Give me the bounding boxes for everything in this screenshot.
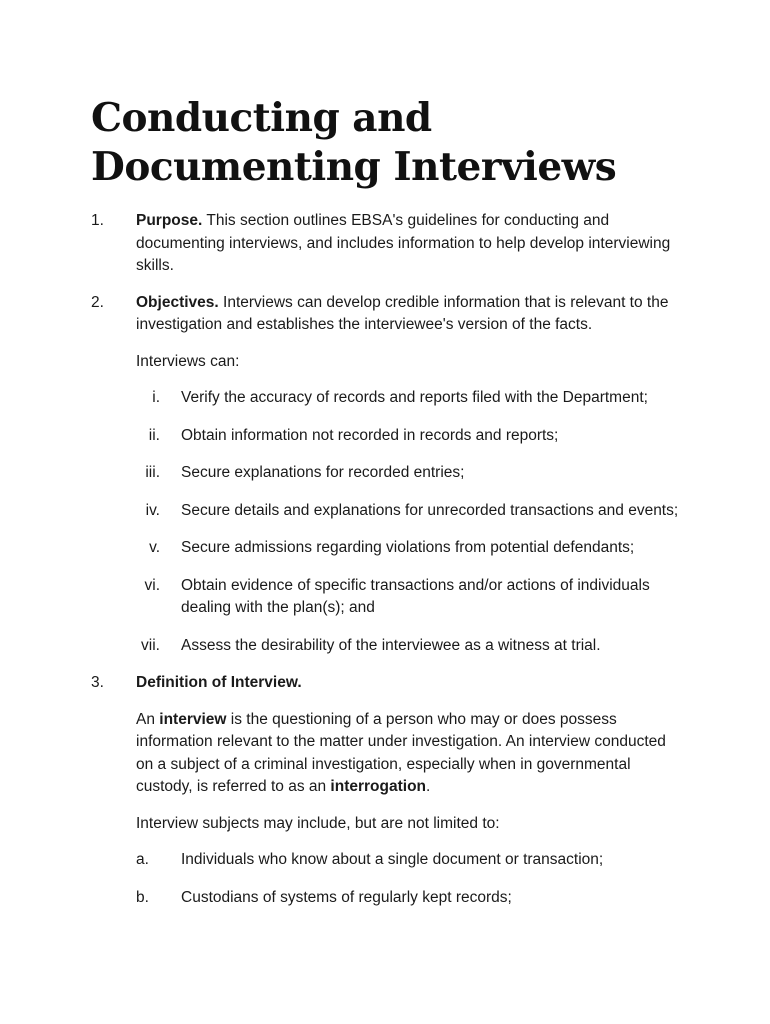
section-text: Interviews can develop credible information that is relevant to the investigation and establishes the interviewee's version of the facts. [136,293,669,333]
definition-text: . [426,778,431,795]
list-item [136,462,681,485]
list-item [136,887,681,910]
list-marker: i. [152,389,160,406]
section-heading: Definition of Interview. [136,674,302,691]
definition-text: is the questioning of a person who may or does possess information relevant to the matter under investigation. An interview conducted on a subject of a criminal investigation, especially when in governmental custody, is referred to as an [136,710,666,795]
list-item-text: Secure admissions regarding violations from potential defendants; [181,539,635,556]
list-item-text: Individuals who know about a single document or transaction; [181,851,604,868]
list-item [136,425,681,448]
list-item-text: Verify the accuracy of records and reports filed with the Department; [181,389,648,406]
section-paragraph [136,292,681,337]
definition-text: An [136,710,160,728]
list-marker: iii. [145,464,160,481]
term-interrogation: interrogation [330,778,427,795]
section-heading: Purpose. [136,212,203,229]
list-marker: b. [136,888,149,906]
section-definition [91,672,681,909]
list-item-text: Secure details and explanations for unrecorded transactions and events; [181,501,679,519]
list-item [136,575,681,620]
list-marker: vi. [144,576,160,594]
list-item-text: Assess the desirability of the interviewee as a witness at trial. [181,636,601,654]
section-heading: Objectives. [136,293,219,311]
list-marker: vii. [141,636,160,654]
list-item [136,635,681,658]
list-marker: iv. [145,501,160,519]
list-item [136,500,681,523]
section-number: 3. [91,674,104,691]
section-paragraph [136,672,681,695]
section-paragraph [136,210,681,278]
list-marker: ii. [148,426,160,444]
section-purpose [91,210,681,278]
list-item-text: Secure explanations for recorded entries; [181,464,465,481]
section-number: 1. [91,212,104,229]
list-item-text: Custodians of systems of regularly kept records; [181,888,512,906]
definition-paragraph [136,709,681,799]
list-lead-in: Interview subjects may include, but are not limited to: [136,814,500,832]
list-item [136,387,681,410]
section-text: This section outlines EBSA's guidelines for conducting and documenting interviews, and includes information to help develop interviewing skills. [136,212,671,274]
list-item-text: Obtain information not recorded in records and reports; [181,426,559,444]
list-item-text: Obtain evidence of specific transactions and/or actions of individuals dealing with the plan(s); and [181,576,650,616]
list-marker: v. [149,539,160,556]
term-interview: interview [159,710,227,728]
page-title: Conducting and Documenting Interviews [91,95,617,190]
list-item [136,849,681,872]
list-lead-in: Interviews can: [136,352,240,370]
document-page [91,94,681,924]
section-number: 2. [91,293,104,311]
section-objectives [91,292,681,658]
list-marker: a. [136,851,149,868]
list-item [136,537,681,560]
